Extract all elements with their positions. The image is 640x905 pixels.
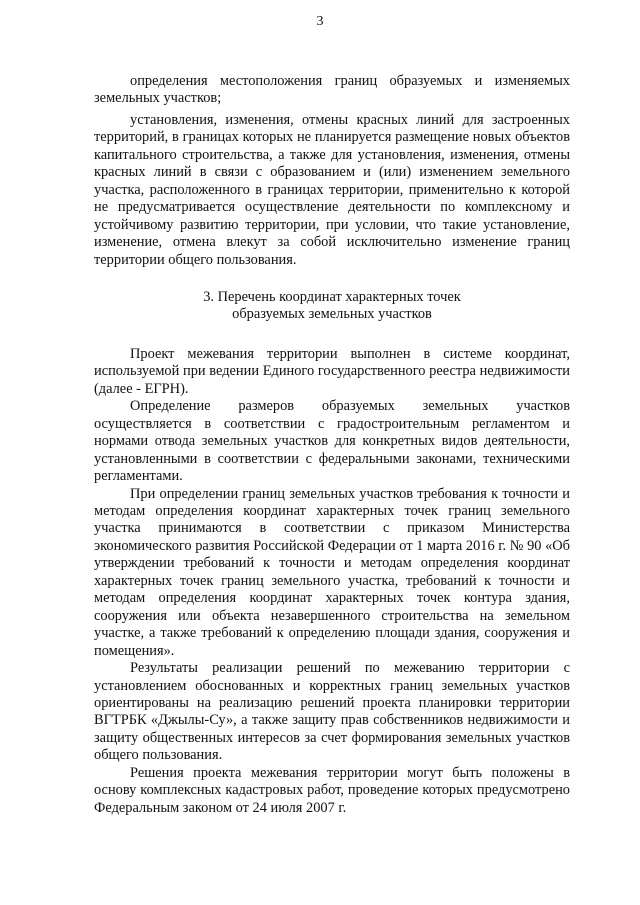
document-body [94, 73, 570, 817]
paragraph-results: Результаты реализации решений по межеванию территории с установлением обоснованных и корректных границ земельных участков ориентированы на реализацию решений проекта планировки территории ВГТРБК «Джылы-Су», а также защиту прав собственников недвижимости и защиту общественных интересов за счет формирования земельных участков общего пользования. [94, 660, 570, 764]
paragraph-boundaries: определения местоположения границ образуемых и изменяемых земельных участков; [94, 73, 570, 107]
paragraph-accuracy-requirements: При определении границ земельных участков требования к точности и методам определения координат характерных точек границ земельного участка принимаются в соответствии с приказом Министерства экономического развития Российской Федерации от 1 марта 2016 г. № 90 «Об утверждении требований к точности и методам определения координат характерных точек границ земельного участка, требований к точности и методам определения координат характерных точек контура здания, сооружения или объекта незавершенного строительства на земельном участке, а также требований к определению площади здания, сооружения и помещения». [94, 485, 570, 659]
paragraph-coordinate-system: Проект межевания территории выполнен в системе координат, используемой при ведении Единого государственного реестра недвижимости (далее - ЕГРН). [94, 345, 570, 397]
paragraph-cadastral-works: Решения проекта межевания территории могут быть положены в основу комплексных кадастровых работ, проведение которых предусмотрено Федеральным законом от 24 июля 2007 г. [94, 764, 570, 816]
paragraph-plot-sizes: Определение размеров образуемых земельных участков осуществляется в соответствии с градостроительным регламентом и нормами отвода земельных участков для конкретных видов деятельности, установленными в соответствии с федеральными законами, техническими регламентами. [94, 398, 570, 485]
section-heading [94, 289, 570, 324]
paragraph-red-lines: установления, изменения, отмены красных линий для застроенных территорий, в границах которых не планируется размещение новых объектов капитального строительства, а также для установления, изменения, отмены красных линий в связи с образованием и (или) изменением земельного участка, расположенного в границах территории, применительно к которой не предусматривается осуществление деятельности по комплексному и устойчивому развитию территории, при условии, что такие установление, изменение, отмена влекут за собой исключительно изменение границ территории общего пользования. [94, 111, 570, 268]
page-number: 3 [316, 14, 324, 29]
section-heading-line-1: 3. Перечень координат характерных точек [203, 288, 461, 305]
section-heading-line-2: образуемых земельных участков [232, 306, 432, 323]
